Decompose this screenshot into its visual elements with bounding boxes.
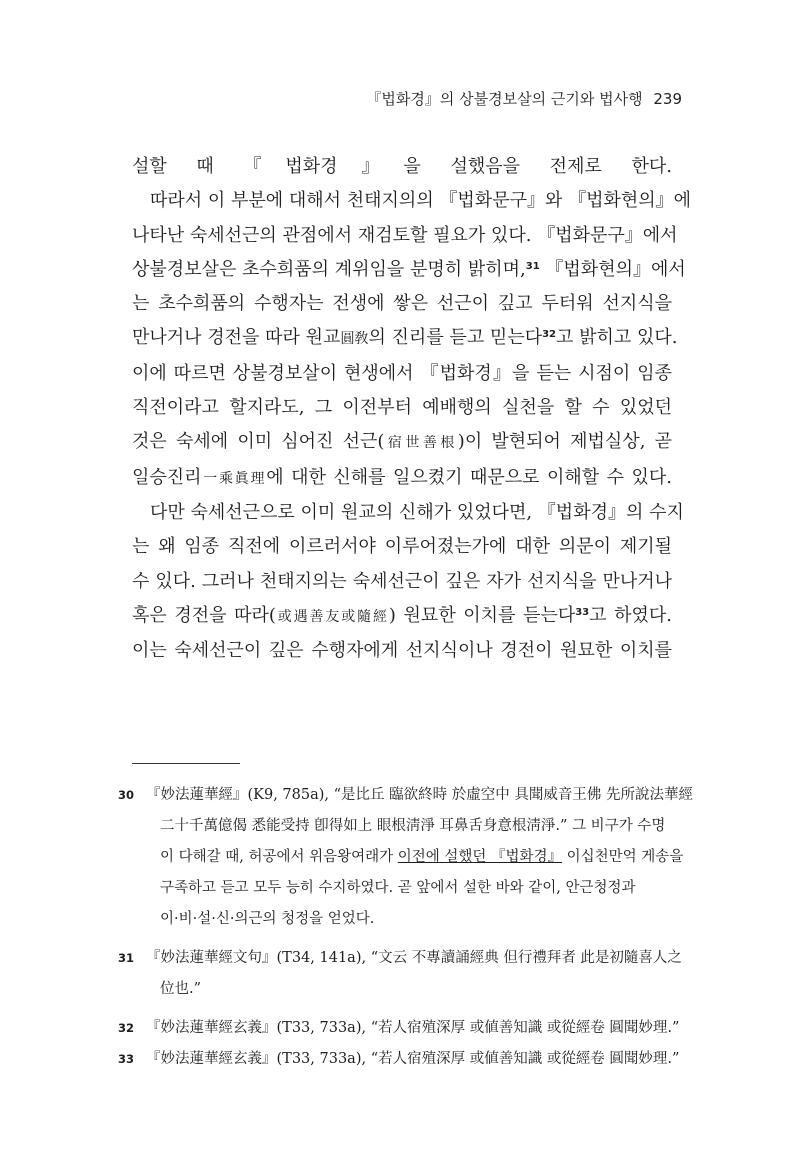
text-run: 에 대한 신해를 일으켰기 때문으로 이해할 수 있다. xyxy=(266,466,672,488)
running-title: 『법화경』의 상불경보살의 근기와 법사행 xyxy=(366,90,643,108)
text-line xyxy=(132,321,678,356)
text-run: 이십천만억 게송을 xyxy=(562,849,684,865)
text-line xyxy=(132,599,672,634)
main-text xyxy=(132,150,692,668)
footnote-ref: 33 xyxy=(575,606,590,618)
footnote-line: 『妙法蓮華經玄義』(T33, 733a), “若人宿殖深厚 或値善知識 或從經卷 圓聞妙理.” xyxy=(146,1051,680,1067)
text-run: 만나거나 경전을 따라 원교 xyxy=(132,327,341,349)
text-line: 나타난 숙세선근의 관점에서 재검토할 필요가 있다. 『법화문구』에서 xyxy=(132,224,678,246)
text-line: 설할 때 『법화경』을 설했음을 전제로 한다. xyxy=(132,156,672,177)
hanja-gloss: 一乘眞理 xyxy=(201,470,267,487)
text-run: 일승진리 xyxy=(132,466,202,488)
text-run: 것은 숙세에 이미 심어진 선근( xyxy=(132,431,385,453)
text-run: 상불경보살은 초수희품의 계위임을 분명히 밝히며, xyxy=(132,258,526,280)
footnote-number: 32 xyxy=(118,1021,135,1035)
hanja-gloss: 宿世善根 xyxy=(384,435,458,452)
text-line: 직전이라고 할지라도, 그 이전부터 예배행의 실천을 할 수 있었던 xyxy=(132,397,672,419)
text-line: 다만 숙세선근으로 이미 원교의 신해가 있었다면, 『법화경』의 수지 xyxy=(150,501,684,523)
text-line: 이는 숙세선근이 깊은 수행자에게 선지식이나 경전이 원묘한 이치를 xyxy=(132,640,672,662)
footnote-line: 이·비·설·신·의근의 청정을 얻었다. xyxy=(160,911,375,927)
footnote-line: 『妙法蓮華經玄義』(T33, 733a), “若人宿殖深厚 或値善知識 或從經卷 圓聞妙理.” xyxy=(146,1020,680,1036)
hanja-gloss: 或遇善友或隨經 xyxy=(275,608,389,625)
footnote-line: 二十千萬億偈 悉能受持 卽得如上 眼根淸淨 耳鼻舌身意根淸淨.” 그 비구가 수명 xyxy=(160,818,666,834)
text-line: 수 있다. 그러나 천태지의는 숙세선근이 깊은 자가 선지식을 만나거나 xyxy=(132,570,672,592)
underlined-text: 이전에 설했던 『법화경』 xyxy=(397,849,563,865)
footnote-line: 『妙法蓮華經』(K9, 785a), “是比丘 臨欲終時 於虛空中 具聞威音王佛 先所說法華經 xyxy=(146,787,693,803)
text-line: 따라서 이 부분에 대해서 천태지의의 『법화문구』와 『법화현의』에 xyxy=(150,190,692,212)
text-line xyxy=(132,425,672,460)
footnotes xyxy=(118,780,693,1075)
footnote xyxy=(118,780,693,935)
footnote-ref: 31 xyxy=(525,260,540,272)
running-header xyxy=(366,88,682,109)
footnote-line: 구족하고 듣고 모두 능히 수지하였다. 곧 앞에서 설한 바와 같이, 안근청정과 xyxy=(160,880,636,896)
page-number: 239 xyxy=(653,90,682,108)
text-run: 『법화현의』에서 xyxy=(545,258,686,280)
hanja-gloss: 圓敎 xyxy=(340,331,369,348)
footnote xyxy=(118,943,682,1005)
footnote-number: 30 xyxy=(118,788,135,802)
text-run: ) 원묘한 이치를 듣는다 xyxy=(388,604,576,626)
footnote-line: 『妙法蓮華經文句』(T34, 141a), “文云 不專讀誦經典 但行禮拜者 此是初隨喜人之 xyxy=(146,950,682,966)
footnote-line: 位也.” xyxy=(160,981,202,997)
footnote-line xyxy=(146,842,684,873)
text-run: 혹은 경전을 따라( xyxy=(132,604,276,626)
text-line: 는 초수희품의 수행자는 전생에 쌓은 선근이 깊고 두터워 선지식을 xyxy=(132,293,672,315)
footnote-ref: 32 xyxy=(542,329,557,341)
text-line xyxy=(132,253,686,287)
footnote-separator xyxy=(132,763,240,764)
text-line xyxy=(132,461,672,496)
footnote-number: 31 xyxy=(118,951,135,965)
footnote xyxy=(118,1013,680,1044)
text-run: )이 발현되어 제법실상, 곧 xyxy=(457,431,672,453)
text-line: 는 왜 임종 직전에 이르러서야 이루어졌는가에 대한 의문이 제기될 xyxy=(132,536,672,558)
text-run: 이 다해갈 때, 허공에서 위음왕여래가 xyxy=(160,849,398,865)
text-run: 의 진리를 듣고 믿는다 xyxy=(368,327,543,349)
footnote-number: 33 xyxy=(118,1052,135,1066)
text-run: 고 하였다. xyxy=(589,604,673,626)
text-run: 고 밝히고 있다. xyxy=(556,327,678,349)
footnote xyxy=(118,1044,680,1075)
text-line: 이에 따르면 상불경보살이 현생에서 『법화경』을 듣는 시점이 임종 xyxy=(132,362,672,384)
